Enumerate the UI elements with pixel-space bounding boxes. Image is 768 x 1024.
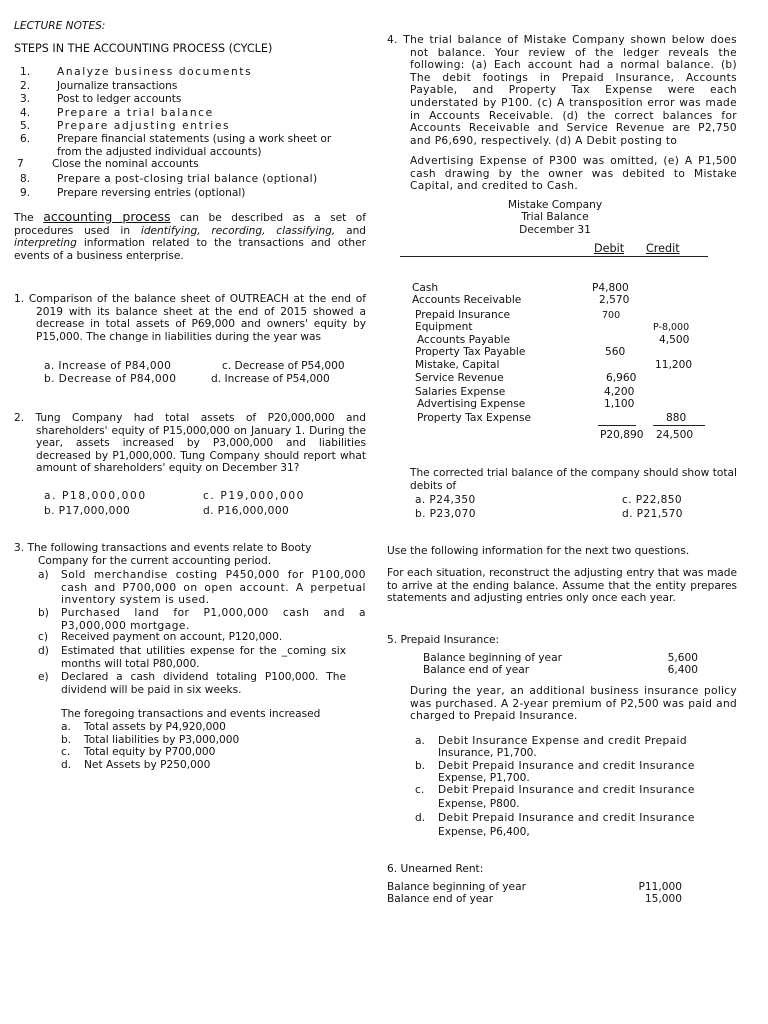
tb-account: Accounts Payable xyxy=(417,334,511,346)
tb-debit: 2,570 xyxy=(599,294,630,306)
tb-account: Prepaid Insurance xyxy=(415,309,511,321)
tb-debit: 700 xyxy=(602,310,621,321)
tb-credit: P-8,000 xyxy=(653,322,690,333)
q3-item-text: Received payment on account, P120,000. xyxy=(61,631,283,643)
q6-begin-value: P11,000 xyxy=(638,881,682,893)
tb-credit: 4,500 xyxy=(659,334,690,346)
step-text: Prepare reversing entries (optional) xyxy=(57,187,246,199)
question-5-title: 5. Prepaid Insurance: xyxy=(387,634,500,646)
question-4-text: 4. The trial balance of Mistake Company shown below does not balance. Your review of the ledger reveals the following: (a) Each account had a normal balance. (b) The debit footings in Prepaid Insurance, Accounts Payable, and Property Tax Expense were each understated by P100. (c) A transposition error was made in Accounts Receivable. (d) the correct balances for Accounts Receivable and Service Revenue are P2,750 and P6,690, respectively. (d) A Debit posting to xyxy=(387,34,737,147)
tb-debit-total-rule xyxy=(598,425,636,426)
q5-end-value: 6,400 xyxy=(667,664,698,676)
q2-option-c: c. P19,000,000 xyxy=(203,490,306,502)
tb-account: Equipment xyxy=(415,321,473,333)
tb-account: Accounts Receivable xyxy=(412,294,522,306)
q5-begin-value: 5,600 xyxy=(667,652,698,664)
tb-title: Trial Balance xyxy=(521,211,589,223)
step-text: Prepare financial statements (using a work sheet or xyxy=(57,133,332,145)
tb-credit: 11,200 xyxy=(655,359,693,371)
q3-foregoing: The foregoing transactions and events increased xyxy=(61,708,321,720)
step-text: Analyze business documents xyxy=(57,66,253,78)
q1-option-c: c. Decrease of P54,000 xyxy=(222,360,345,372)
q2-option-a: a. P18,000,000 xyxy=(44,490,147,502)
q5-end-label: Balance end of year xyxy=(423,664,530,676)
tb-debit-header: Debit xyxy=(594,242,625,255)
q4-option-b: b. P23,070 xyxy=(415,508,476,520)
accounting-process-description: The accounting process can be described as a set of procedures used in identifying, recording, classifying, and interpreting information related to the transactions and other events of a business enterprise. xyxy=(14,209,367,262)
q3-choice-text: Total liabilities by P3,000,000 xyxy=(84,734,240,746)
step-number: 7 xyxy=(17,158,24,170)
q3-choice-text: Total equity by P700,000 xyxy=(84,746,216,758)
q3-item-label: d) xyxy=(38,645,49,657)
tb-debit: 6,960 xyxy=(606,372,637,384)
question-6-title: 6. Unearned Rent: xyxy=(387,863,484,875)
q6-begin-label: Balance beginning of year xyxy=(387,881,526,893)
q2-option-b: b. P17,000,000 xyxy=(44,505,131,517)
q3-item-label: c) xyxy=(38,631,48,643)
tb-account: Property Tax Payable xyxy=(415,346,526,358)
q3-choice-label: c. xyxy=(61,746,71,758)
tb-account: Mistake, Capital xyxy=(415,359,500,371)
tb-account: Advertising Expense xyxy=(417,398,526,410)
step-number: 1. xyxy=(20,66,31,78)
step-number: 5. xyxy=(20,120,31,132)
q1-option-d: d. Increase of P54,000 xyxy=(211,373,330,385)
q5-choice-text: Insurance, P1,700. xyxy=(438,747,537,759)
tb-debit: P4,800 xyxy=(592,282,629,294)
step-text: Prepare adjusting entries xyxy=(57,120,231,132)
situation-instructions: For each situation, reconstruct the adjusting entry that was made to arrive at the ending balance. Assume that the entity prepares statements and adjusting entries only once each year. xyxy=(387,567,737,605)
q5-choice-label: b. xyxy=(415,760,426,772)
q3-choice-label: b. xyxy=(61,734,72,746)
tb-header-rule xyxy=(400,256,708,257)
tb-date: December 31 xyxy=(519,224,591,236)
q1-option-a: a. Increase of P84,000 xyxy=(44,360,172,372)
q1-option-b: b. Decrease of P84,000 xyxy=(44,373,177,385)
q3-item-text: Purchased land for P1,000,000 cash and a P3,000,000 mortgage. xyxy=(61,607,366,632)
question-3-intro: Company for the current accounting period. xyxy=(38,555,272,567)
tb-account: Service Revenue xyxy=(415,372,504,384)
step-number: 8. xyxy=(20,173,31,185)
tb-account: Cash xyxy=(412,282,439,294)
step-text: Prepare a post-closing trial balance (optional) xyxy=(57,173,318,185)
q3-item-label: e) xyxy=(38,671,49,683)
question-1-text: 1. Comparison of the balance sheet of OUTREACH at the end of 2019 with its balance sheet at the end of 2015 showed a decrease in total assets of P69,000 and owners' equity by P15,000. The change in liabilities during the year was xyxy=(14,293,366,343)
q3-item-label: a) xyxy=(38,569,49,581)
q5-choice-label: d. xyxy=(415,812,426,824)
q3-choice-text: Net Assets by P250,000 xyxy=(84,759,211,771)
tb-debit: 1,100 xyxy=(604,398,635,410)
step-number: 4. xyxy=(20,107,31,119)
q5-choice-text: Debit Prepaid Insurance and credit Insurance xyxy=(438,812,695,824)
q3-item-label: b) xyxy=(38,607,49,619)
tb-credit-header: Credit xyxy=(646,242,680,255)
question-2-text: 2. Tung Company had total assets of P20,000,000 and shareholders' equity of P15,000,000 on January 1. During the year, assets increased by P3,000,000 and liabilities decreased by P1,000,000. Tung Company should report what amount of shareholders' equity on December 31? xyxy=(14,412,366,475)
tb-account: Property Tax Expense xyxy=(417,412,531,424)
q5-choice-text: Debit Prepaid Insurance and credit Insurance xyxy=(438,784,695,796)
q5-begin-label: Balance beginning of year xyxy=(423,652,562,664)
q5-choice-text: Debit Insurance Expense and credit Prepaid xyxy=(438,735,688,747)
step-text: Prepare a trial balance xyxy=(57,107,214,119)
tb-credit: 880 xyxy=(666,412,687,424)
step-number: 2. xyxy=(20,80,31,92)
tb-total-credit: 24,500 xyxy=(656,429,694,441)
q4-option-c: c. P22,850 xyxy=(622,494,683,506)
q3-item-text: Estimated that utilities expense for the _coming six months will total P80,000. xyxy=(61,645,346,670)
tb-credit-total-rule xyxy=(653,425,705,426)
q5-choice-text: Debit Prepaid Insurance and credit Insurance xyxy=(438,760,695,772)
q3-item-text: Declared a cash dividend totaling P100,000. The dividend will be paid in six weeks. xyxy=(61,671,346,696)
step-number: 6. xyxy=(20,133,31,145)
tb-debit: 560 xyxy=(605,346,626,358)
step-text: Journalize transactions xyxy=(57,80,178,92)
q5-choice-text: Expense, P6,400, xyxy=(438,826,530,838)
tb-debit: 4,200 xyxy=(604,386,635,398)
question-4-prompt: The corrected trial balance of the company should show total debits of xyxy=(410,467,737,492)
step-text: Post to ledger accounts xyxy=(57,93,182,105)
question-3-intro: 3. The following transactions and events relate to Booty xyxy=(14,542,312,554)
question-4-text-continued: Advertising Expense of P300 was omitted, (e) A P1,500 cash drawing by the owner was debited to Mistake Capital, and credited to Cash. xyxy=(410,155,737,193)
q5-choice-label: c. xyxy=(415,784,425,796)
next-two-questions-note: Use the following information for the next two questions. xyxy=(387,545,690,557)
tb-total-debit: P20,890 xyxy=(600,429,644,441)
q3-choice-label: a. xyxy=(61,721,71,733)
tb-company: Mistake Company xyxy=(507,199,603,211)
section-title: STEPS IN THE ACCOUNTING PROCESS (CYCLE) xyxy=(14,42,273,55)
q5-choice-text: Expense, P800. xyxy=(438,798,520,810)
step-number: 9. xyxy=(20,187,31,199)
step-number: 3. xyxy=(20,93,31,105)
q3-choice-text: Total assets by P4,920,000 xyxy=(84,721,226,733)
q4-option-a: a. P24,350 xyxy=(415,494,476,506)
step-text: from the adjusted individual accounts) xyxy=(57,146,262,158)
tb-account: Salaries Expense xyxy=(415,386,506,398)
q5-choice-text: Expense, P1,700. xyxy=(438,772,530,784)
q6-end-label: Balance end of year xyxy=(387,893,494,905)
question-5-text: During the year, an additional business insurance policy was purchased. A 2-year premium of P2,500 was paid and charged to Prepaid Insurance. xyxy=(410,685,737,723)
q2-option-d: d. P16,000,000 xyxy=(203,505,290,517)
lecture-notes-header: LECTURE NOTES: xyxy=(14,20,106,32)
step-text: Close the nominal accounts xyxy=(52,158,199,170)
q5-choice-label: a. xyxy=(415,735,425,747)
q6-end-value: 15,000 xyxy=(644,893,682,905)
q3-choice-label: d. xyxy=(61,759,72,771)
q3-item-text: Sold merchandise costing P450,000 for P100,000 cash and P700,000 on open account. A perpetual inventory system is used. xyxy=(61,569,366,607)
q4-option-d: d. P21,570 xyxy=(622,508,683,520)
